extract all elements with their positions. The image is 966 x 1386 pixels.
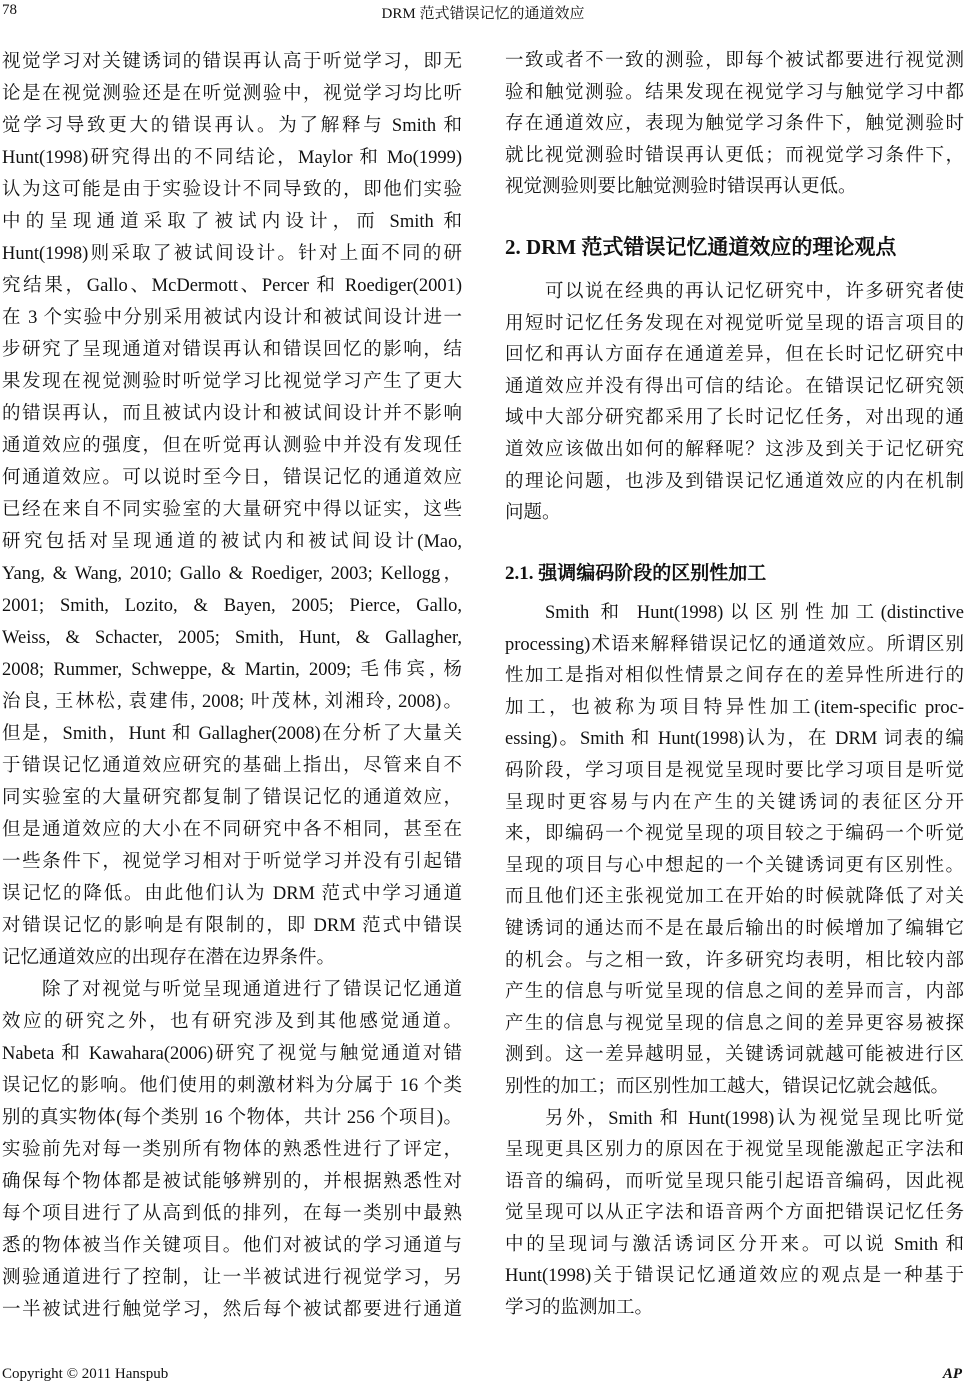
- text-line: 域中大部分研究都采用了长时记忆任务，对出现的通: [505, 408, 964, 429]
- right-column-paragraph-2: [505, 277, 964, 530]
- text-line: 中的呈现词与激活诱词区分开来。可以说 Smith 和: [505, 1234, 964, 1255]
- text-line: 一半被试进行触觉学习，然后每个被试都要进行通道: [2, 1300, 462, 1320]
- text-line: 存在通道效应，表现为触觉学习条件下，触觉测验时: [505, 114, 964, 135]
- text-line: 2008; Rummer, Schweppe, & Martin, 2009; 毛伟宾, 杨: [2, 660, 462, 680]
- text-line: Hunt(1998)研究得出的不同结论，Maylor 和 Mo(1999): [2, 148, 462, 168]
- text-line: 回忆和再认方面存在通道差异，但在长时记忆研究中: [505, 345, 964, 366]
- text-line: 实验前先对每一类别所有物体的熟悉性进行了评定，: [2, 1140, 462, 1160]
- text-line: 呈现更具区别力的原因在于视觉呈现能激起正字法和: [505, 1140, 964, 1161]
- text-line: Nabeta 和 Kawahara(2006)研究了视觉与触觉通道对错: [2, 1044, 462, 1064]
- running-title: DRM 范式错误记忆的通道效应: [381, 6, 585, 22]
- text-line: 一些条件下，视觉学习相对于听觉学习并没有引起错: [2, 852, 462, 872]
- right-column-paragraph-1: [505, 46, 964, 204]
- text-line: 呈现时更容易与内在产生的关键诱词的表征区分开: [505, 792, 964, 813]
- text-line: 键诱词的通达而不是在最后输出的时候增加了编辑它: [505, 918, 964, 939]
- text-line: 觉学习导致更大的错误再认。为了解释与 Smith 和: [2, 116, 462, 136]
- text-line: Yang, & Wang, 2010; Gallo & Roediger, 2003; Kellogg，: [2, 564, 462, 584]
- text-line: 码阶段，学习项目是视觉呈现时要比学习项目是听觉: [505, 760, 964, 781]
- text-line: 通道效应的强度，但在听觉再认测验中并没有发现任: [2, 436, 462, 456]
- journal-abbrev: AP: [942, 1366, 962, 1382]
- text-line: 问题。: [505, 503, 561, 524]
- text-line: 的理论问题，也涉及到错误记忆通道效应的内在机制: [505, 471, 964, 492]
- text-line: 可以说在经典的再认记忆研究中，许多研究者使: [545, 282, 964, 302]
- text-line: 别的真实物体(每个类别 16 个物体，共计 256 个项目)。: [2, 1108, 462, 1128]
- text-line: 除了对视觉与听觉呈现通道进行了错误记忆通道: [42, 980, 462, 1000]
- text-line: 误记忆的影响。他们使用的刺激材料为分属于 16 个类: [2, 1076, 462, 1096]
- page-number: 78: [2, 2, 17, 18]
- text-line: 来，即编码一个视觉呈现的项目较之于编码一个听觉: [505, 824, 964, 845]
- text-line: 记忆通道效应的出现存在潜在边界条件。: [2, 948, 336, 968]
- text-line: 性加工是指对相似性情景之间存在的差异性所进行的: [505, 666, 964, 687]
- text-line: 中的呈现通道采取了被试内设计，而 Smith 和: [2, 212, 462, 232]
- text-line: 的错误再认，而且被试内设计和被试间设计并不影响: [2, 404, 462, 424]
- text-line: 别性的加工；而区别性加工越大，错误记忆就会越低。: [505, 1076, 950, 1097]
- page-header: [0, 0, 966, 24]
- text-line: 学习的监测加工。: [505, 1298, 654, 1319]
- text-line: 认为这可能是由于实验设计不同导致的，即他们实验: [2, 180, 462, 200]
- text-line: 就比视觉测验时错误再认更低；而视觉学习条件下，: [505, 145, 964, 166]
- text-line: 但是通道效应的大小在不同研究中各不相同，甚至在: [2, 820, 462, 840]
- text-line: 语音的编码，而听觉呈现只能引起语音编码，因此视: [505, 1171, 964, 1192]
- text-line: Smith 和 Hunt(1998)以区别性加工(distinctive: [545, 603, 964, 623]
- text-line: 觉呈现可以从正字法和语音两个方面把错误记忆任务: [505, 1203, 964, 1224]
- text-line: 通道效应并没有得出可信的结论。在错误记忆研究领: [505, 376, 964, 397]
- text-line: 误记忆的降低。由此他们认为 DRM 范式中学习通道: [2, 884, 462, 904]
- text-line: Hunt(1998)关于错误记忆通道效应的观点是一种基于: [505, 1266, 964, 1287]
- text-line: 视觉学习对关键诱词的错误再认高于听觉学习，即无: [2, 52, 462, 72]
- right-column-paragraph-3: [505, 598, 964, 1325]
- text-line: 2001; Smith, Lozito, & Bayen, 2005; Pierce, Gallo,: [2, 596, 462, 616]
- text-line: 每个项目进行了从高到低的排列，在每一类别中最熟: [2, 1204, 462, 1224]
- text-line: 另外，Smith 和 Hunt(1998)认为视觉呈现比听觉: [545, 1108, 964, 1129]
- text-line: 同实验室的大量研究都复制了错误记忆的通道效应，: [2, 788, 462, 808]
- text-line: 何通道效应。可以说时至今日，错误记忆的通道效应: [2, 468, 462, 488]
- text-line: 究结果，Gallo、McDermott、Percer 和 Roediger(2001): [2, 276, 462, 296]
- text-line: essing)。Smith 和 Hunt(1998)认为，在 DRM 词表的编: [505, 729, 964, 750]
- copyright: Copyright © 2011 Hanspub: [2, 1366, 169, 1382]
- text-line: 但是，Smith，Hunt 和 Gallagher(2008)在分析了大量关: [2, 724, 462, 744]
- text-line: processing)术语来解释错误记忆的通道效应。所谓区别: [505, 634, 964, 655]
- text-line: 产生的信息与视觉呈现的信息之间的差异更容易被探: [505, 1013, 964, 1034]
- text-line: 果发现在视觉测验时听觉学习比视觉学习产生了更大: [2, 372, 462, 392]
- text-line: Weiss, & Schacter, 2005; Smith, Hunt, & Gallagher,: [2, 628, 462, 648]
- section-heading: 2. DRM 范式错误记忆通道效应的理论观点: [505, 235, 897, 259]
- text-line: 加工，也被称为项目特异性加工(item-specific proc-: [505, 697, 964, 718]
- text-line: 产生的信息与听觉呈现的信息之间的差异而言，内部: [505, 982, 964, 1003]
- text-line: 测到。这一差异越明显，关键诱词就越可能被进行区: [505, 1045, 964, 1066]
- text-line: 用短时记忆任务发现在对视觉听觉呈现的语言项目的: [505, 313, 964, 334]
- text-line: 测验通道进行了控制，让一半被试进行视觉学习，另: [2, 1268, 462, 1288]
- text-line: 呈现的项目与心中想起的一个关键诱词更有区别性。: [505, 855, 964, 876]
- text-line: 步研究了呈现通道对错误再认和错误回忆的影响，结: [2, 340, 462, 360]
- subsection-heading: 2.1. 强调编码阶段的区别性加工: [505, 563, 767, 584]
- text-line: 一致或者不一致的测验，即每个被试都要进行视觉测: [505, 51, 964, 71]
- text-line: 悉的物体被当作关键项目。他们对被试的学习通道与: [2, 1236, 462, 1256]
- left-column: [2, 46, 462, 1326]
- text-line: 效应的研究之外，也有研究涉及到其他感觉通道。: [2, 1012, 462, 1032]
- text-line: 已经在来自不同实验室的大量研究中得以证实，这些: [2, 500, 462, 520]
- text-line: 验和触觉测验。结果发现在视觉学习与触觉学习中都: [505, 82, 964, 103]
- text-line: 确保每个物体都是被试能够辨别的，并根据熟悉性对: [2, 1172, 462, 1192]
- text-line: 研究包括对呈现通道的被试内和被试间设计(Mao,: [2, 532, 462, 552]
- text-line: 视觉测验则要比触觉测验时错误再认更低。: [505, 177, 857, 198]
- text-line: 对错误记忆的影响是有限制的，即 DRM 范式中错误: [2, 916, 462, 936]
- text-line: 在 3 个实验中分别采用被试内设计和被试间设计进一: [2, 308, 462, 328]
- text-line: 道效应该做出如何的解释呢？这涉及到关于记忆研究: [505, 439, 964, 460]
- text-line: 论是在视觉测验还是在听觉测验中，视觉学习均比听: [2, 84, 462, 104]
- text-line: 而且他们还主张视觉加工在开始的时候就降低了对关: [505, 887, 964, 908]
- text-line: 于错误记忆通道效应研究的基础上指出，尽管来自不: [2, 756, 462, 776]
- text-line: 治良, 王林松, 袁建伟, 2008; 叶茂林, 刘湘玲, 2008)。: [2, 692, 462, 712]
- text-line: Hunt(1998)则采取了被试间设计。针对上面不同的研: [2, 244, 462, 264]
- text-line: 的机会。与之相一致，许多研究均表明，相比较内部: [505, 950, 964, 971]
